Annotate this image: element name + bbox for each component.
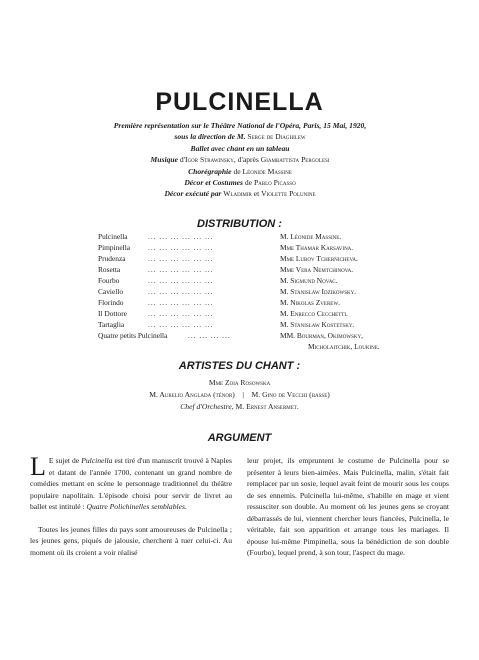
cast-actor-continuation: Micholaitchik, Loukine.: [308, 342, 380, 351]
cast-leader-dots: ... ... ... ... ... ...: [148, 254, 214, 263]
singer-soprano-line: [0, 377, 479, 389]
cast-actor: MM. Bourman, Okimowsky,: [280, 331, 363, 340]
decor-execution-label: Décor exécuté par: [164, 189, 222, 199]
cast-row: [98, 319, 398, 330]
painter-name-1: Wladimir: [223, 189, 252, 199]
argument-p1-a: E sujet de: [48, 456, 80, 465]
cast-role: Fourbo: [98, 276, 120, 285]
conductor-name: M. Ernest Ansermet.: [235, 402, 299, 411]
choreography-line: [60, 166, 420, 177]
cast-actor: Mme Lubov Tchernicheva.: [280, 254, 358, 263]
argument-paragraph-3: leur projet, ils empruntent le costume de Pulcinella pour se présenter à leurs bien-aimées. Mais Pulcinella, malin, s'était fait remplacer par un sosie, lequel avait feint de mourir sous les coups de ses ennemis. Pulcinella lui-même, s'habille en mage et vient ressusciter son double. Au moment où les jeunes gens se croyant débarrassés de lui, viennent chercher leurs fiancées, Pulcinella, le véritable, fait son apparition et arrange tous les mariages. Il épouse lui-même Pimpinella, sous la bénédiction de son double (Fourbo), lequel prend, à son tour, l'aspect du mage.: [247, 456, 449, 557]
page-title: PULCINELLA: [155, 88, 324, 116]
cast-role: Quatre petits Pulcinella: [98, 331, 168, 340]
designer-name: Pablo Picasso: [253, 178, 296, 188]
cast-leader-dots: ... ... ... ... ... ...: [148, 287, 214, 296]
argument-p1-episode: Quatre Polichinelles semblables.: [86, 502, 187, 511]
composer-name: Igor Strawinsky: [185, 155, 234, 165]
argument-column-right: [247, 455, 449, 570]
cast-leader-dots: ... ... ... ... ... ...: [148, 309, 214, 318]
cast-role: Il Dottore: [98, 309, 127, 318]
cast-role: Pulcinella: [98, 232, 128, 241]
singer-soprano: Mme Zoia Rosowska: [208, 378, 271, 387]
singer-tenor: M. Aurelio Anglada (ténor): [149, 390, 235, 399]
argument-paragraph-2: Toutes les jeunes filles du pays sont amoureuses de Pulcinella ; les jeunes gens, piqués de jalousie, cherchent à tuer celui-ci. Au moment où ils croient a voir réalisé: [30, 524, 232, 557]
choreography-label: Chorégraphie: [188, 166, 232, 176]
painter-name-2: Violette Polunine: [261, 189, 316, 199]
argument-p1-c: est tiré d'un manuscrit trouvé à Naples et datant de l'année 1700, contenant un grand nombre de comédies mettant en scène le personnage traditionnel du théâtre populaire napolitain. L'épisode choisi pour servir de livret au ballet est intitulé :: [30, 456, 232, 511]
singer-male-line: [0, 389, 479, 401]
cast-row: [98, 275, 398, 286]
drop-cap: L: [30, 452, 46, 481]
music-after: , d'après: [233, 155, 259, 165]
cast-role: Rosetta: [98, 265, 121, 274]
conductor-line: [0, 401, 479, 413]
singers-list: [0, 377, 479, 413]
premiere-text: Première représentation sur le Théâtre National de l'Opéra, Paris, 15 Mai, 1920,: [113, 121, 367, 130]
premiere-line: [60, 120, 420, 131]
singers-heading: ARTISTES DU CHANT :: [178, 360, 301, 372]
cast-actor: M. Sigmund Novac.: [280, 276, 338, 285]
distribution-heading: DISTRIBUTION :: [197, 218, 282, 230]
cast-actor: M. Léonide Massine.: [280, 232, 342, 241]
cast-actor: Mme Vera Nemtchinova.: [280, 265, 354, 274]
argument-heading: ARGUMENT: [207, 432, 272, 444]
production-credits: [60, 120, 420, 200]
cast-actor: M. Stanislaw Kostetsky.: [280, 320, 355, 329]
argument-column-left: [30, 452, 232, 569]
cast-row: [98, 242, 398, 253]
ballet-type-line: [60, 143, 420, 154]
cast-list: [98, 231, 398, 352]
cast-leader-dots: ... ... ... ...: [188, 331, 231, 340]
cast-leader-dots: ... ... ... ... ... ...: [148, 232, 214, 241]
cast-leader-dots: ... ... ... ... ... ...: [148, 265, 214, 274]
conductor-label: Chef d'Orchestre,: [180, 402, 234, 411]
decor-label: Décor et Costumes: [184, 178, 243, 188]
ballet-type-text: Ballet avec chant en un tableau: [190, 143, 290, 153]
painter-and: et: [253, 189, 260, 199]
cast-row: [98, 330, 398, 341]
music-label: Musique: [150, 155, 178, 165]
cast-row: [98, 297, 398, 308]
cast-row: [98, 286, 398, 297]
cast-actor: M. Stanislaw Idzikowsky.: [280, 287, 357, 296]
cast-actor: M. Nikolas Zverew.: [280, 298, 340, 307]
music-line: [60, 154, 420, 165]
cast-leader-dots: ... ... ... ... ... ...: [148, 320, 214, 329]
direction-text: sous la direction de M.: [174, 132, 246, 142]
choreography-de: de: [233, 166, 241, 176]
cast-role: Caviello: [98, 287, 124, 296]
decor-line: [60, 177, 420, 188]
source-composer-name: Giambattista Pergolesi: [260, 155, 330, 165]
cast-role: Florindo: [98, 298, 124, 307]
decor-execution-line: [60, 188, 420, 199]
cast-row: [98, 231, 398, 242]
choreographer-name: Léonide Massine: [242, 166, 292, 176]
cast-leader-dots: ... ... ... ... ... ...: [148, 243, 214, 252]
cast-role: Prudenza: [98, 254, 126, 263]
cast-actor: Mme Thamar Karsavina.: [280, 243, 354, 252]
direction-line: [60, 131, 420, 142]
music-de: d': [179, 155, 186, 165]
cast-leader-dots: ... ... ... ... ... ...: [148, 276, 214, 285]
cast-row: [98, 308, 398, 319]
cast-leader-dots: ... ... ... ... ... ...: [148, 298, 214, 307]
argument-paragraph-1: [30, 452, 232, 513]
cast-role: Tartaglia: [98, 320, 125, 329]
decor-de: de: [244, 178, 253, 188]
cast-row: [98, 264, 398, 275]
singers-separator: |: [242, 390, 244, 399]
director-name: Serge de Diaghilew: [247, 132, 306, 142]
cast-row: [98, 253, 398, 264]
cast-actor: M. Enrecco Cecchetti.: [280, 309, 348, 318]
argument-p1-title: Pulcinella: [81, 456, 113, 465]
cast-role: Pimpinella: [98, 243, 131, 252]
singer-bass: M. Gino de Vecchi (basse): [251, 390, 330, 399]
